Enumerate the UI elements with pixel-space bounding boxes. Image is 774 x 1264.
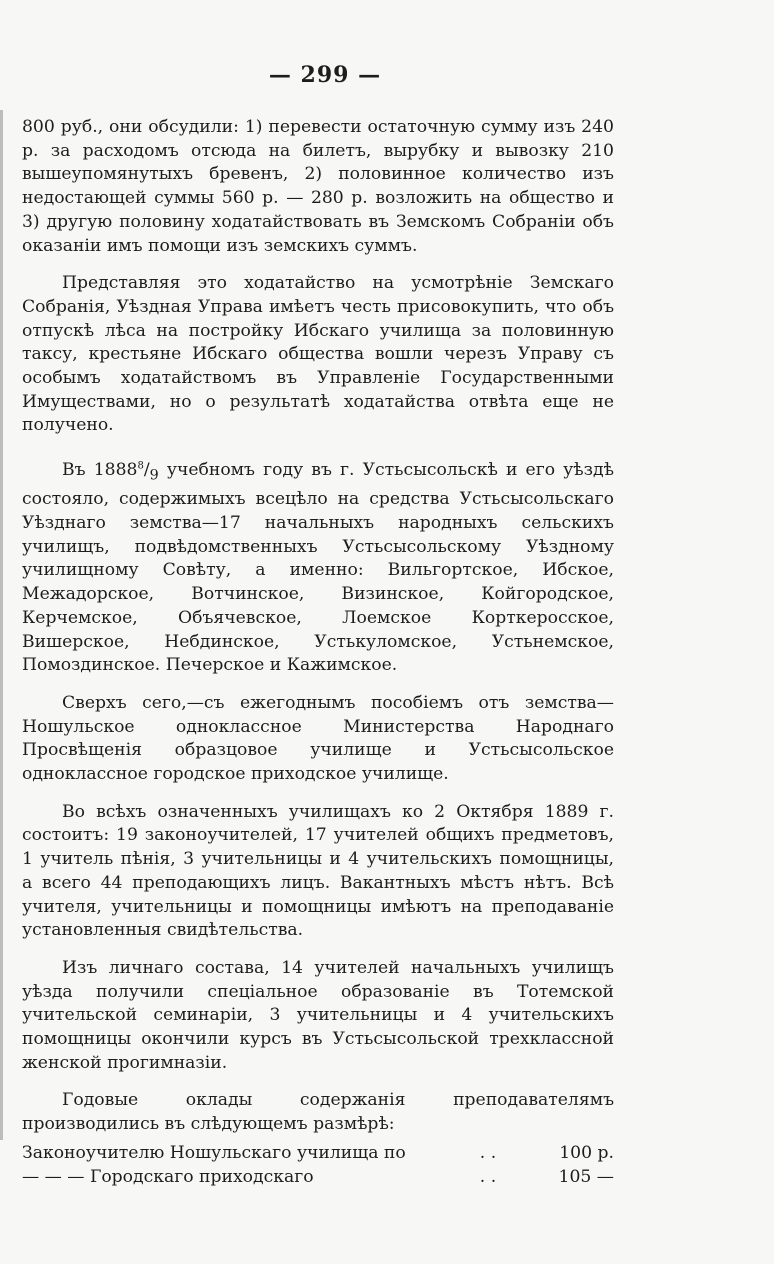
page-left-edge	[0, 110, 3, 1140]
paragraph-3-text: учебномъ году въ г. Устьсысольскѣ и его уѣздѣ состояло, содержимыхъ всецѣло на средства Устьсысольскаго Уѣзднаго земства—17 начальныхъ народныхъ сельскихъ училищъ, подвѣдомственныхъ Устьсысольскому Уѣздному училищному Совѣту, а именно: Вильгортское, Ибское, Межадорское, Вотчинское, Визинское, Койгородское, Керчемское, Объячевское, Лоемское Корткеросское, Вишерское, Небдинское, Устькуломское, Устьнемское, Помоздинское. Печерское и Кажимское.	[22, 460, 614, 676]
paragraph-5: Во всѣхъ означенныхъ училищахъ ко 2 Октября 1889 г. состоитъ: 19 законоучителей, 17 учителей общихъ предметовъ, 1 учитель пѣнія, 3 учительницы и 4 учительскихъ помощницы, а всего 44 преподающихъ лицъ. Вакантныхъ мѣстъ нѣтъ. Всѣ учителя, учительницы и помощницы имѣютъ на преподаваніе установленныя свидѣтельства.	[22, 801, 614, 941]
salary-amount: 100 р.	[559, 1142, 614, 1163]
paragraph-3-fraction-sub: 9	[149, 467, 159, 484]
document-body	[22, 116, 614, 1189]
salary-row	[22, 1141, 614, 1165]
paragraph-3-year: Въ 1888	[62, 460, 138, 481]
salary-dots: . .	[479, 1142, 497, 1163]
salary-table	[22, 1141, 614, 1189]
page-number: — 299 —	[268, 62, 382, 88]
paragraph-6: Изъ личнаго состава, 14 учителей начальныхъ училищъ уѣзда получили спеціальное образованіе въ Тотемской учительской семинаріи, 3 учительницы и 4 учительскихъ помощницы окончили курсъ въ Устьсысольской трехклассной женской прогимназіи.	[22, 957, 614, 1073]
paragraph-2: Представляя это ходатайство на усмотрѣніе Земскаго Собранія, Уѣздная Управа имѣетъ честь присовокупить, что объ отпускѣ лѣса на постройку Ибскаго училища за половинную таксу, крестьяне Ибскаго общества вошли черезъ Управу съ особымъ ходатайствомъ въ Управленіе Государственными Имуществами, но о результатѣ ходатайства отвѣта еще не получено.	[22, 273, 614, 436]
salary-amount: 105 —	[558, 1166, 614, 1187]
salary-label: — — — Городскаго приходскаго	[22, 1166, 314, 1187]
salary-dots: . .	[479, 1166, 497, 1187]
paragraph-3	[22, 459, 614, 678]
paragraph-1: 800 руб., они обсудили: 1) перевести остаточную сумму изъ 240 р. за расходомъ отсюда на билетъ, вырубку и вывозку 210 вышеупомянутыхъ бревенъ, 2) половинное количество изъ недостающей суммы 560 р. — 280 р. возложить на общество и 3) другую половину ходатайствовать въ Земскомъ Собраніи объ оказаніи имъ помощи изъ земскихъ суммъ.	[22, 117, 614, 256]
paragraph-3-fraction-sup: 8	[137, 460, 144, 472]
paragraph-7: Годовые оклады содержанія преподавателямъ производились въ слѣдующемъ размѣрѣ:	[22, 1090, 614, 1135]
paragraph-3-fraction-slash: /	[143, 460, 150, 481]
paragraph-4: Сверхъ сего,—съ ежегоднымъ пособіемъ отъ земства— Ношульское одноклассное Министерства Народнаго Просвѣщенія образцовое училище и Устьсысольское одноклассное городское приходское училище.	[22, 692, 614, 785]
salary-row	[22, 1165, 614, 1189]
salary-label: Законоучителю Ношульскаго училища по	[22, 1142, 406, 1163]
